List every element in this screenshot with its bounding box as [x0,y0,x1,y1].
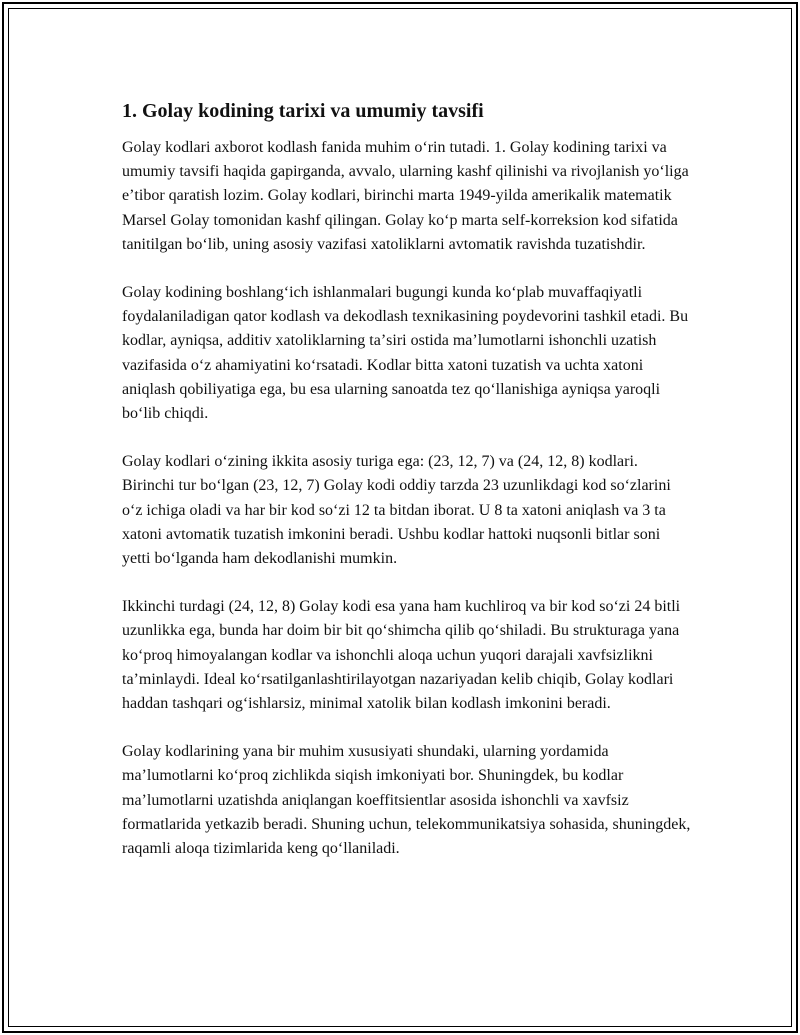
paragraph-3: Golay kodlari oʻzining ikkita asosiy turiga ega: (23, 12, 7) va (24, 12, 8) kodlari. Birinchi tur boʻlgan (23, 12, 7) Golay kodi oddiy tarzda 23 uzunlikdagi kod soʻzlarini oʻz ichiga oladi va har bir kod soʻzi 12 ta bitdan iborat. U 8 ta xatoni aniqlash va 3 ta xatoni avtomatik tuzatish imkonini beradi. Ushbu kodlar hattoki nuqsonli bitlar soni yetti boʻlganda ham dekodlanishi mumkin. [122,453,671,568]
section-heading: 1. Golay kodining tarixi va umumiy tavsifi [122,100,484,122]
document-content [122,98,692,885]
paragraph-2: Golay kodining boshlangʻich ishlanmalari bugungi kunda koʻplab muvaffaqiyatli foydalaniladigan qator kodlash va dekodlash texnikasining poydevorini tashkil etadi. Bu kodlar, ayniqsa, additiv xatoliklarning taʼsiri ostida maʼlumotlarni ishonchli uzatish vazifasida oʻz ahamiyatini koʻrsatadi. Kodlar bitta xatoni tuzatish va uchta xatoni aniqlash qobiliyatiga ega, bu esa ularning sanoatda tez qoʻllanishiga ayniqsa yaroqli boʻlib chiqdi. [122,284,689,423]
paragraph-1: Golay kodlari axborot kodlash fanida muhim oʻrin tutadi. 1. Golay kodining tarixi va umumiy tavsifi haqida gapirganda, avvalo, ularning kashf qilinishi va rivojlanish yoʻliga eʼtibor qaratish lozim. Golay kodlari, birinchi marta 1949-yilda amerikalik matematik Marsel Golay tomonidan kashf qilingan. Golay koʻp marta self-korreksion kod sifatida tanitilgan boʻlib, uning asosiy vazifasi xatoliklarni avtomatik ravishda tuzatishdir. [122,139,689,253]
paragraph-4: Ikkinchi turdagi (24, 12, 8) Golay kodi esa yana ham kuchliroq va bir kod soʻzi 24 bitli uzunlikka ega, bunda har doim bir bit qoʻshimcha qilib qoʻshiladi. Bu strukturaga yana koʻproq himoyalangan kodlar va ishonchli aloqa uchun yuqori darajali xavfsizlikni taʼminlaydi. Ideal koʻrsatilganlashtirilayotgan nazariyadan kelib chiqib, Golay kodlari haddan tashqari ogʻishlarsiz, minimal xatolik bilan kodlash imkonini beradi. [122,598,681,713]
document-page [2,2,798,1033]
paragraph-5: Golay kodlarining yana bir muhim xususiyati shundaki, ularning yordamida maʼlumotlarni koʻproq zichlikda siqish imkoniyati bor. Shuningdek, bu kodlar maʼlumotlarni uzatishda aniqlangan koeffitsientlar asosida ishonchli va xavfsiz formatlarida yetkazib beradi. Shuning uchun, telekommunikatsiya sohasida, shuningdek, raqamli aloqa tizimlarida keng qoʻllaniladi. [122,743,691,858]
